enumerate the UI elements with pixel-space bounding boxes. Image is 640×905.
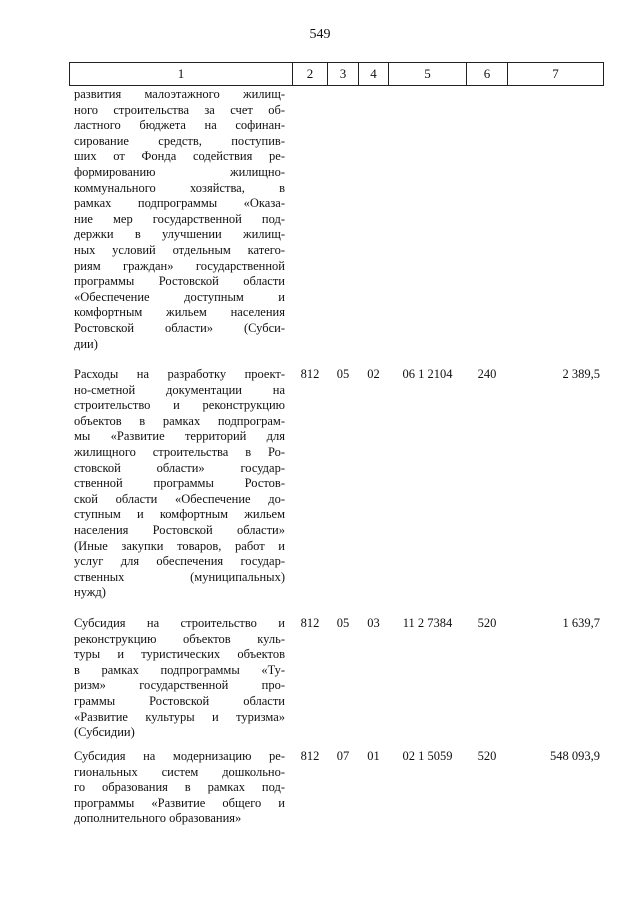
row-subsection-code: 03 (367, 616, 380, 630)
description-line: стовской области» государ- (74, 460, 285, 475)
row-ministry-code: 812 (300, 749, 320, 763)
header-divider (603, 62, 604, 86)
row-ministry-code: 812 (300, 367, 320, 381)
description-line: рамках подпрограммы «Оказа- (74, 196, 285, 211)
description-line: но-сметной документации на (74, 382, 285, 397)
row-description (74, 367, 285, 601)
row-subsection-code: 02 (367, 367, 380, 381)
row-section-code: 07 (336, 749, 350, 763)
description-line: мы «Развитие территорий для (74, 429, 285, 444)
description-line: риям граждан» государственной (74, 258, 285, 273)
header-bottom-border (69, 85, 604, 86)
row-amount: 2 389,5 (562, 367, 600, 381)
description-line: ственной программы Ростов- (74, 476, 285, 491)
row-description (74, 616, 285, 741)
description-line: развития малоэтажного жилищ- (74, 87, 285, 101)
description-line: го образования в рамках под- (74, 780, 285, 795)
row-description (74, 749, 285, 827)
column-header-4: 4 (370, 66, 377, 81)
description-line: формированию жилищно- (74, 164, 285, 179)
row-section-code: 05 (336, 367, 350, 381)
column-header-1: 1 (177, 66, 185, 81)
column-header-6: 6 (483, 66, 491, 81)
column-header-2: 2 (306, 66, 314, 81)
column-header-3: 3 (339, 66, 347, 81)
description-line: дополнительного образования» (74, 811, 242, 826)
description-line: ных условий отдельным катего- (74, 242, 285, 257)
row-ministry-code: 812 (300, 616, 320, 630)
description-line: строительство и реконструкцию (74, 398, 285, 413)
column-header-5: 5 (424, 66, 431, 81)
row-amount: 1 639,7 (562, 616, 600, 630)
description-line: ластного бюджета на софинан- (74, 118, 285, 133)
description-line: в рамках подпрограммы «Ту- (74, 662, 285, 677)
description-line: комфортным жильем населения (74, 305, 285, 320)
row-target-article: 06 1 2104 (402, 367, 453, 381)
description-line: (Иные закупки товаров, работ и (74, 538, 285, 553)
description-line: дии) (74, 336, 98, 351)
description-line: ного строительства за счет об- (74, 102, 285, 117)
description-line: населения Ростовской области» (74, 522, 285, 537)
row-amount: 548 093,9 (550, 749, 600, 763)
row-subsection-code: 01 (367, 749, 380, 763)
description-line: нужд) (74, 585, 106, 600)
row-expense-type: 520 (477, 616, 497, 630)
row-target-article: 11 2 7384 (402, 616, 453, 630)
description-line: ственных (муниципальных) (74, 569, 285, 584)
description-line: реконструкцию объектов куль- (74, 631, 285, 646)
description-line: Субсидия на строительство и (74, 616, 285, 630)
description-line: туры и туристических объектов (74, 647, 285, 662)
description-line: услуг для обеспечения государ- (74, 554, 285, 569)
column-header-7: 7 (552, 66, 559, 81)
description-line: программы «Развитие общего и (74, 795, 285, 810)
description-line: (Субсидии) (74, 725, 135, 740)
description-line: жилищного строительства в Ро- (74, 444, 285, 459)
description-line: держки в улучшении жилищ- (74, 227, 285, 242)
description-line: граммы Ростовской области (74, 693, 285, 708)
description-line: «Развитие культуры и туризма» (74, 709, 285, 724)
row-target-article: 02 1 5059 (402, 749, 453, 763)
description-line: ние мер государственной под- (74, 211, 285, 226)
description-line: Расходы на разработку проект- (74, 367, 285, 381)
description-line: Ростовской области» (Субси- (74, 320, 285, 335)
description-line: «Обеспечение доступным и (74, 289, 285, 304)
description-line: ших от Фонда содействия ре- (74, 149, 285, 164)
description-line: гиональных систем дошкольно- (74, 764, 285, 779)
description-line: ступным и комфортным жильем (74, 507, 285, 522)
description-line: сирование средств, поступив- (74, 133, 285, 148)
row-expense-type: 520 (477, 749, 497, 763)
row-expense-type: 240 (477, 367, 497, 381)
description-line: программы Ростовской области (74, 274, 285, 289)
page-number: 549 (309, 27, 331, 42)
description-line: Субсидия на модернизацию ре- (74, 749, 285, 763)
row-description (74, 87, 285, 352)
description-line: ской области «Обеспечение до- (74, 491, 285, 506)
description-line: коммунального хозяйства, в (74, 180, 285, 195)
description-line: объектов в рамках подпрограм- (74, 413, 285, 428)
description-line: ризм» государственной про- (74, 678, 285, 693)
row-section-code: 05 (336, 616, 350, 630)
